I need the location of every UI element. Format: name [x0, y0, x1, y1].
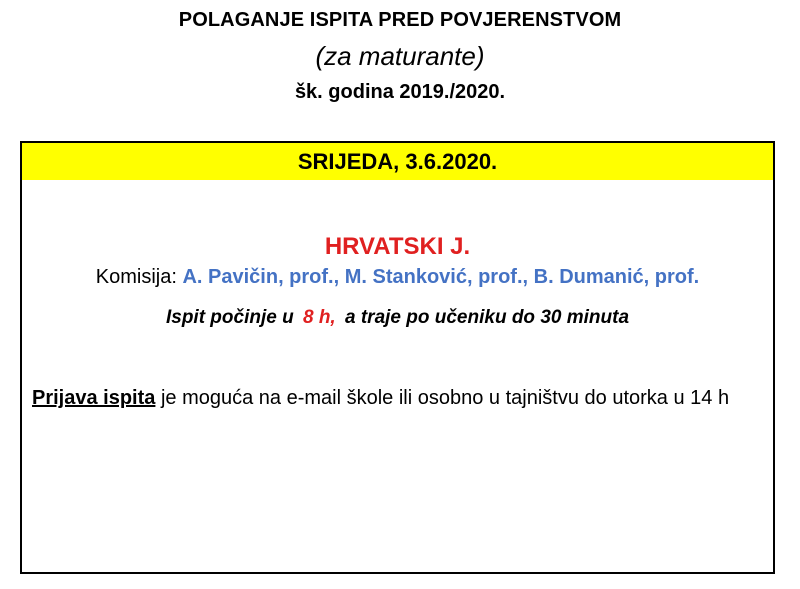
exam-subject: HRVATSKI J. [324, 233, 471, 260]
signup-note [32, 384, 767, 412]
document-title: POLAGANJE ISPITA PRED POVJERENSTVOM [178, 9, 622, 31]
committee-members: A. Pavičin, prof., M. Stanković, prof., B. Dumanić, prof. [182, 266, 700, 288]
committee-label: Komisija: [95, 266, 177, 288]
committee-line [22, 266, 773, 289]
exam-start-line [22, 307, 773, 329]
exam-box [20, 141, 775, 574]
signup-lead: Prijava ispita [32, 387, 156, 409]
signup-text: je moguća na e-mail škole ili osobno u tajništvu do utorka u 14 h [160, 387, 730, 409]
document-subtitle: (za maturante) [315, 41, 485, 71]
school-year: šk. godina 2019./2020. [294, 81, 506, 103]
start-suffix: a traje po učeniku do 30 minuta [345, 307, 630, 328]
exam-day-bar: SRIJEDA, 3.6.2020. [22, 143, 773, 180]
start-prefix: Ispit počinje u [165, 307, 294, 328]
start-time: 8 h, [302, 307, 336, 328]
